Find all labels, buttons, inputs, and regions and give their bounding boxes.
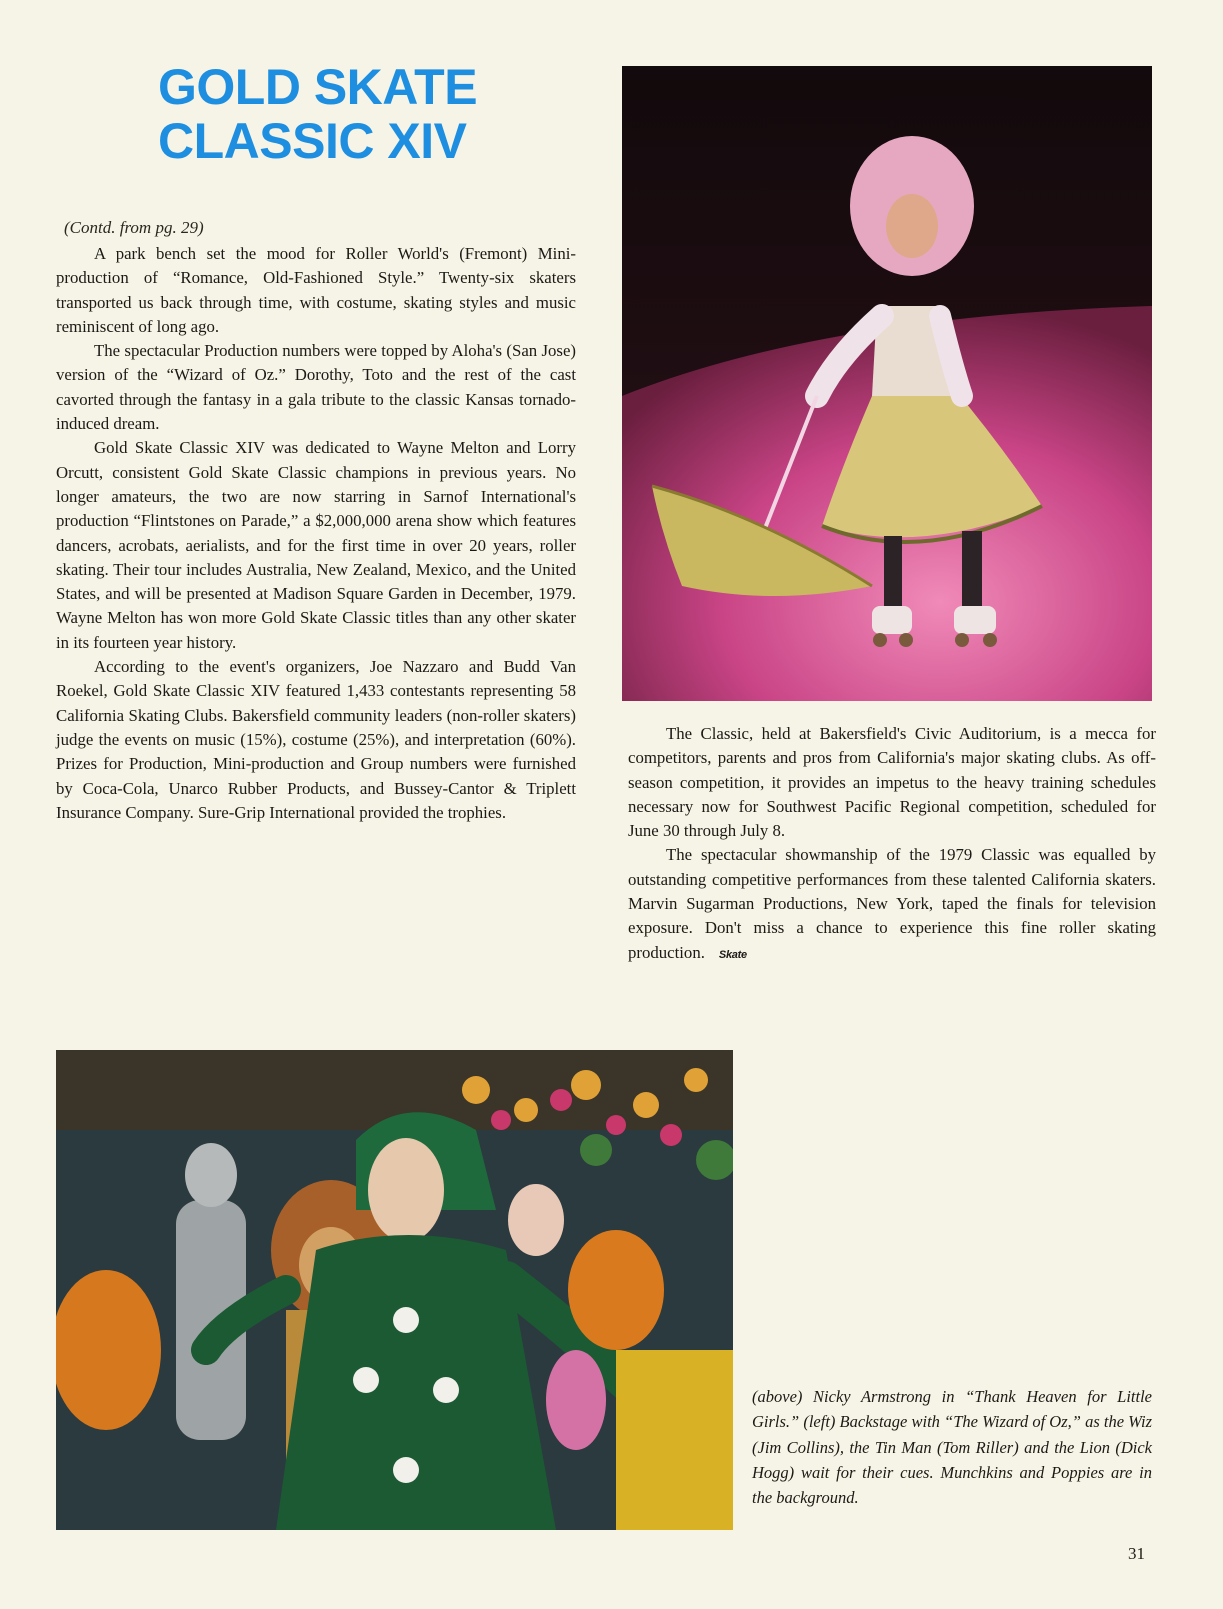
wizard-of-oz-photo <box>56 1050 733 1530</box>
paragraph: Gold Skate Classic XIV was dedicated to Wayne Melton and Lorry Orcutt, consistent Gold Skate Classic champions in previous years. No longer amateurs, the two are now starring in Sarnof International's production “Flintstones on Parade,” a $2,000,000 arena show which features dancers, acrobats, aerialists, and for the first time in over 20 years, roller skating. Their tour includes Australia, New Zealand, Mexico, and the United States, and will be presented at Madison Square Garden in December, 1979. Wayne Melton has won more Gold Skate Classic titles than any other skater in its fourteen year history. <box>56 438 576 652</box>
paragraph-text: The spectacular showmanship of the 1979 Classic was equalled by outstanding competitive performances from these talented California skaters. Marvin Sugarman Productions, New York, taped the finals for television exposure. Don't miss a chance to experience this fine roller skating production. <box>628 845 1156 962</box>
wizard-of-oz-photo-art <box>56 1050 733 1530</box>
paragraph: The spectacular Production numbers were topped by Aloha's (San Jose) version of the “Wizard of Oz.” Dorothy, Toto and the rest of the cast cavorted through the fantasy in a gala tribute to the classic Kansas tornado-induced dream. <box>56 341 576 434</box>
paragraph: According to the event's organizers, Joe Nazzaro and Budd Van Roekel, Gold Skate Classic XIV featured 1,433 contestants representing 58 California Skating Clubs. Bakersfield community leaders (non-roller skaters) judge the events on music (15%), costume (25%), and interpretation (60%). Prizes for Production, Mini-production and Group numbers were furnished by Coca-Cola, Unarco Rubber Products, and Bussey-Cantor & Triplett Insurance Company. Sure-Grip International provided the trophies. <box>56 657 576 822</box>
paragraph: A park bench set the mood for Roller World's (Fremont) Mini-production of “Romance, Old-Fashioned Style.” Twenty-six skaters transported us back through time, with costume, skating styles and music reminiscent of long ago. <box>56 244 576 336</box>
page-number: 31 <box>1128 1544 1145 1563</box>
title-line-1: GOLD SKATE <box>158 59 478 115</box>
right-column <box>628 722 1156 967</box>
skater-photo <box>622 66 1152 701</box>
continued-note: (Contd. from pg. 29) <box>64 218 204 237</box>
paragraph <box>628 843 1156 966</box>
skater-photo-art <box>622 66 1152 701</box>
article-title <box>158 60 477 168</box>
title-line-2: CLASSIC XIV <box>158 113 467 169</box>
skate-end-mark: Skate <box>718 948 747 961</box>
left-column <box>56 242 576 825</box>
photo-caption: (above) Nicky Armstrong in “Thank Heaven for Little Girls.” (left) Backstage with “The Wizard of Oz,” as the Wiz (Jim Collins), the Tin Man (Tom Riller) and the Lion (Dick Hogg) wait for their cues. Munchkins and Poppies are in the background. <box>752 1387 1152 1508</box>
paragraph: The Classic, held at Bakersfield's Civic Auditorium, is a mecca for competitors, parents and pros from California's major skating clubs. As off-season competition, it provides an impetus to the heavy training schedules necessary now for Southwest Pacific Regional competition, scheduled for June 30 through July 8. <box>628 724 1156 841</box>
